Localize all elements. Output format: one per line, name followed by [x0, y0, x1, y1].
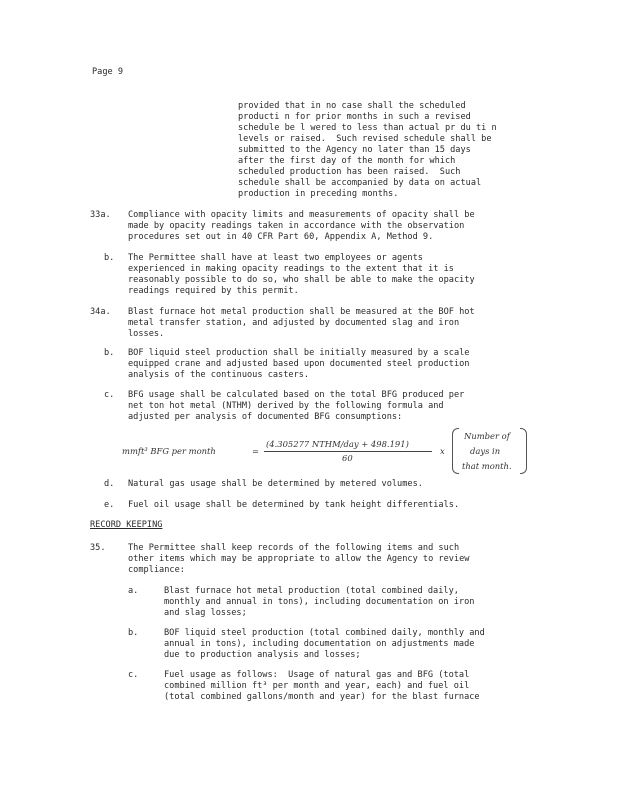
text-line: after the first day of the month for which [238, 156, 456, 166]
text-line: The Permittee shall have at least two employees or agents [128, 253, 423, 263]
text-line: adjusted per analysis of documented BFG consumptions: [128, 412, 403, 422]
item-35a-paragraph [164, 586, 474, 619]
text-line: reasonably possible to do so, who shall be able to make the opacity [128, 275, 475, 285]
text-line: provided that in no case shall the scheduled [238, 101, 466, 111]
bracket-line: days in [470, 446, 501, 456]
item-number: b. [104, 253, 115, 263]
item-number: b. [128, 628, 139, 638]
item-number: 35. [90, 543, 106, 553]
item-number: e. [104, 500, 115, 510]
text-line: due to production analysis and losses; [164, 650, 361, 660]
bracket-line: Number of [464, 431, 510, 441]
item-number: b. [104, 348, 115, 358]
item-35-paragraph [128, 543, 469, 576]
item-34d-paragraph [128, 479, 423, 490]
bracket-line: that month. [462, 461, 512, 471]
text-line: metal transfer station, and adjusted by documented slag and iron [128, 318, 460, 328]
text-line: BOF liquid steel production shall be initially measured by a scale [128, 348, 470, 358]
text-line: Fuel oil usage shall be determined by tank height differentials. [128, 500, 460, 510]
item-34e-paragraph [128, 500, 459, 511]
text-line: BOF liquid steel production (total combined daily, monthly and [164, 628, 485, 638]
text-line: production in preceding months. [238, 189, 399, 199]
text-line: analysis of the continuous casters. [128, 370, 310, 380]
text-line: combined million ft³ per month and year, each) and fuel oil [164, 681, 470, 691]
text-line: readings required by this permit. [128, 286, 299, 296]
text-line: BFG usage shall be calculated based on the total BFG produced per [128, 390, 465, 400]
text-line: compliance: [128, 565, 185, 575]
text-line: other items which may be appropriate to allow the Agency to review [128, 554, 470, 564]
item-number: c. [128, 670, 139, 680]
text-line: Natural gas usage shall be determined by metered volumes. [128, 479, 423, 489]
left-bracket [452, 428, 459, 474]
text-line: scheduled production has been raised. Such [238, 167, 461, 177]
text-line: Fuel usage as follows: Usage of natural gas and BFG (total [164, 670, 470, 680]
text-line: (total combined gallons/month and year) for the blast furnace [164, 692, 480, 702]
formula-lhs: mmft³ BFG per month [122, 446, 216, 456]
item-number: d. [104, 479, 115, 489]
text-line: producti n for prior months in such a revised [238, 112, 471, 122]
text-line: net ton hot metal (NTHM) derived by the following formula and [128, 401, 444, 411]
text-line: levels or raised. Such revised schedule shall be [238, 134, 492, 144]
text-line: monthly and annual in tons), including documentation on iron [164, 597, 475, 607]
text-line: schedule be l wered to less than actual pr du ti n [238, 123, 497, 133]
item-number: c. [104, 390, 115, 400]
text-line: Compliance with opacity limits and measurements of opacity shall be [128, 210, 475, 220]
text-line: Blast furnace hot metal production shall be measured at the BOF hot [128, 307, 475, 317]
formula-equals: = [252, 446, 260, 456]
text-line: Blast furnace hot metal production (total combined daily, [164, 586, 459, 596]
page-label: Page 9 [92, 67, 124, 77]
text-line: and slag losses; [164, 608, 247, 618]
item-35c-paragraph [164, 670, 480, 703]
formula-times: x [440, 446, 445, 456]
text-line: procedures set out in 40 CFR Part 60, Appendix A, Method 9. [128, 232, 434, 242]
formula-numerator: (4.305277 NTHM/day + 498.191) [266, 439, 409, 449]
text-line: equipped crane and adjusted based upon documented steel production [128, 359, 470, 369]
fraction-bar [264, 451, 432, 452]
formula-denominator: 60 [342, 453, 353, 463]
item-number: 33a. [90, 210, 111, 220]
record-keeping-heading: RECORD KEEPING [90, 520, 163, 530]
text-line: submitted to the Agency no later than 15 days [238, 145, 471, 155]
text-line: made by opacity readings taken in accordance with the observation [128, 221, 465, 231]
text-line: The Permittee shall keep records of the following items and such [128, 543, 460, 553]
item-number: a. [128, 586, 139, 596]
text-line: experienced in making opacity readings to the extent that it is [128, 264, 454, 274]
right-bracket [520, 428, 527, 474]
text-line: annual in tons), including documentation on adjustments made [164, 639, 475, 649]
text-line: schedule shall be accompanied by data on actual [238, 178, 482, 188]
item-number: 34a. [90, 307, 111, 317]
item-35b-paragraph [164, 628, 485, 661]
text-line: losses. [128, 329, 165, 339]
